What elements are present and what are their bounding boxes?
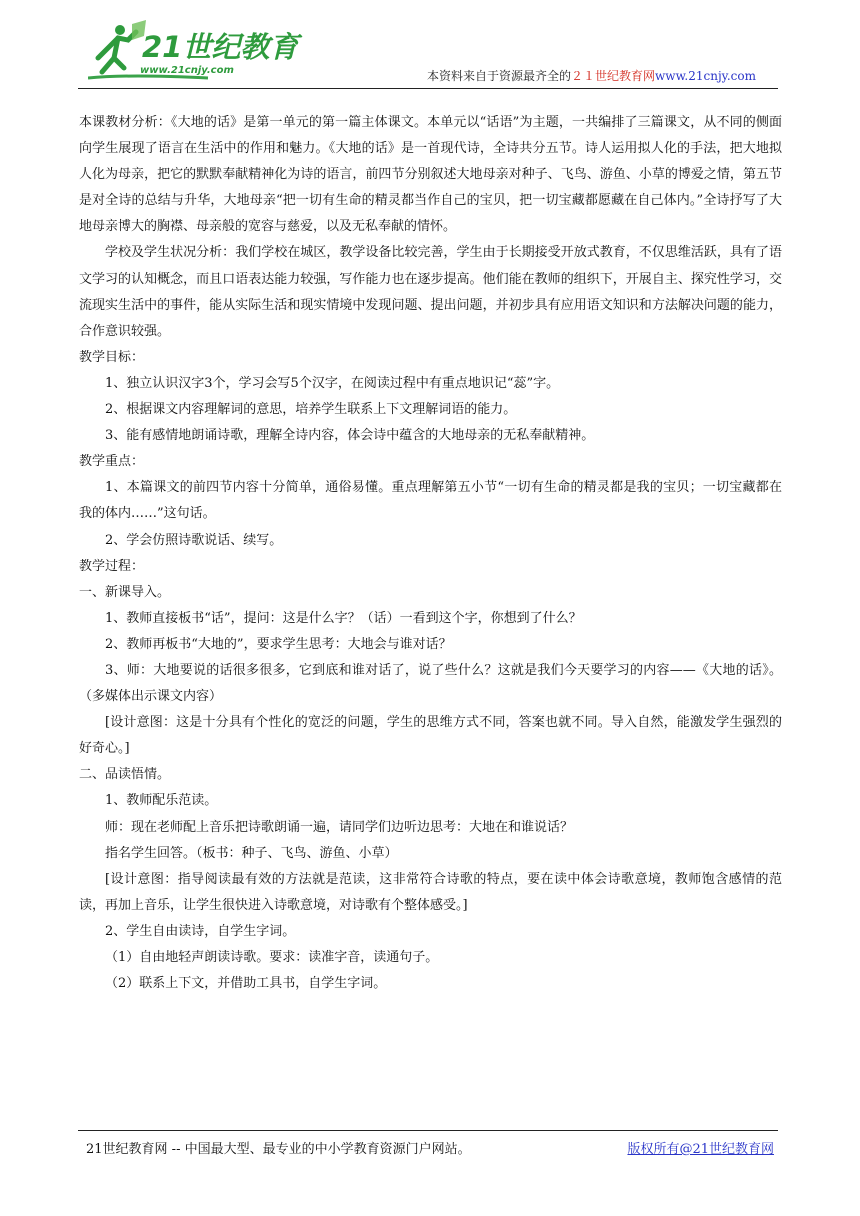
footer-copyright-link[interactable]: 版权所有@21世纪教育网 bbox=[627, 1142, 774, 1157]
page-header bbox=[0, 0, 860, 100]
focus-item: 2、学会仿照诗歌说话、续写。 bbox=[105, 532, 283, 548]
process-step: 1、教师直接板书“话”，提问：这是什么字？（话）一看到这个字，你想到了什么？ bbox=[105, 610, 582, 626]
footer-tagline: 21世纪教育网 -- 中国最大型、最专业的中小学教育资源门户网站。 bbox=[86, 1142, 471, 1157]
header-note-site[interactable]: ２１世纪教育网 bbox=[571, 69, 656, 83]
goal-item: 3、能有感情地朗诵诗歌，理解全诗内容，体会诗中蕴含的大地母亲的无私奉献精神。 bbox=[105, 428, 595, 444]
focus-item: 1、本篇课文的前四节内容十分简单，通俗易懂。重点理解第五小节“一切有生命的精灵都是我的宝贝；一切宝藏都在我的体内……”这句话。 bbox=[79, 480, 782, 522]
header-note-url[interactable]: www.21cnjy.com bbox=[655, 69, 756, 83]
logo-wordmark: 21世纪教育 bbox=[142, 30, 299, 64]
goal-item: 2、根据课文内容理解词的意思，培养学生联系上下文理解词语的能力。 bbox=[105, 402, 517, 418]
heading-goals: 教学目标： bbox=[79, 349, 145, 365]
section-heading: 二、品读悟情。 bbox=[79, 767, 171, 783]
design-intent-note: [设计意图：这是十分具有个性化的宽泛的问题，学生的思维方式不同，答案也就不同。导入自然，能激发学生强烈的好奇心。] bbox=[79, 715, 782, 757]
design-intent-note: [设计意图：指导阅读最有效的方法就是范读，这非常符合诗歌的特点，要在读中体会诗歌意境，教师饱含感情的范读，再加上音乐，让学生很快进入诗歌意境，对诗歌有个整体感受。] bbox=[79, 871, 782, 913]
process-step: 指名学生回答。（板书：种子、飞鸟、游鱼、小草） bbox=[105, 845, 398, 861]
paragraph-analysis: 本课教材分析：《大地的话》是第一单元的第一篇主体课文。本单元以“话语”为主题，一共编排了三篇课文，从不同的侧面向学生展现了语言在生活中的作用和魅力。《大地的话》是一首现代诗，全诗共分五节。诗人运用拟人化的手法，把大地拟人化为母亲，把它的默默奉献精神化为诗的语言，前四节分别叙述大地母亲对种子、飞鸟、游鱼、小草的博爱之情，第五节是对全诗的总结与升华，大地母亲“把一切有生命的精灵都当作自己的宝贝，把一切宝藏都愿藏在自己体内。”全诗抒写了大地母亲博大的胸襟、母亲般的宽容与慈爱，以及无私奉献的情怀。 bbox=[79, 115, 782, 235]
goal-item: 1、独立认识汉字3个，学习会写5个汉字，在阅读过程中有重点地识记“蕊”字。 bbox=[105, 375, 560, 391]
section-heading: 一、新课导入。 bbox=[79, 584, 171, 600]
heading-focus: 教学重点： bbox=[79, 454, 145, 470]
document-body bbox=[79, 110, 782, 997]
process-step: 1、教师配乐范读。 bbox=[105, 793, 218, 809]
process-step: 2、学生自由读诗，自学生字词。 bbox=[105, 923, 296, 939]
header-divider bbox=[78, 88, 778, 89]
logo-url: www.21cnjy.com bbox=[140, 65, 234, 76]
header-source-note bbox=[427, 67, 756, 84]
heading-process: 教学过程： bbox=[79, 558, 145, 574]
header-note-prefix: 本资料来自于资源最齐全的 bbox=[427, 69, 572, 83]
footer-divider bbox=[78, 1130, 778, 1131]
process-step: 3、师：大地要说的话很多很多，它到底和谁对话了，说了些什么？这就是我们今天要学习的内容——《大地的话》。（多媒体出示课文内容） bbox=[79, 662, 782, 705]
paragraph-school: 学校及学生状况分析：我们学校在城区，教学设备比较完善，学生由于长期接受开放式教育，不仅思维活跃，具有了语文学习的认知概念，而且口语表达能力较强，写作能力也在逐步提高。他们能在教师的组织下，开展自主、探究性学习，交流现实生活中的事件，能从实际生活和现实情境中发现问题、提出问题，并初步具有应用语文知识和方法解决问题的能力，合作意识较强。 bbox=[79, 245, 782, 339]
process-substep: （1）自由地轻声朗读诗歌。要求：读准字音，读通句子。 bbox=[105, 950, 439, 965]
process-step: 2、教师再板书“大地的”，要求学生思考：大地会与谁对话？ bbox=[105, 636, 452, 652]
process-substep: （2）联系上下文，并借助工具书，自学生字词。 bbox=[105, 976, 387, 992]
process-step: 师：现在老师配上音乐把诗歌朗诵一遍，请同学们边听边思考：大地在和谁说话？ bbox=[105, 819, 574, 835]
